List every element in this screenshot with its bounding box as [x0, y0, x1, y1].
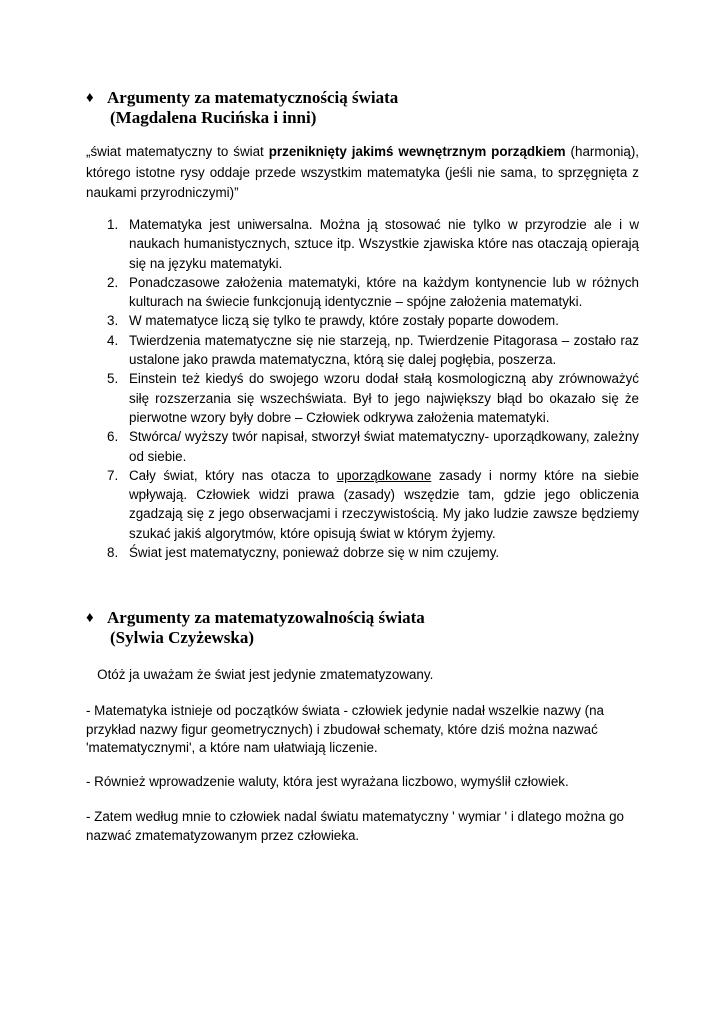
section1-authors: (Magdalena Rucińska i inni) — [110, 108, 317, 127]
section2-heading — [86, 608, 686, 648]
section2-intro: Otóż ja uważam że świat jest jedynie zmatematyzowany. — [86, 667, 434, 682]
list-item: 8. Świat jest matematyczny, ponieważ dobrze się w nim czujemy. — [107, 545, 500, 561]
section2-paragraph-3: - Zatem według mnie to człowiek nadal światu matematyczny ' wymiar ' i dlatego można go nazwać zmatematyzowanym przez człowieka. — [86, 809, 624, 843]
list-item: 4. Twierdzenia matematyczne się nie starzeją, np. Twierdzenie Pitagorasa – zostało raz ustalone jako prawda matematyczna, którą się dalej pogłębia, poszerza. — [107, 332, 639, 368]
list-item: 5. Einstein też kiedyś do swojego wzoru dodał stałą kosmologiczną aby zrównoważyć siłę rozszerzania się wszechświata. Był to jego największy błąd bo okazało się że pierwotne wzory były dobre – Człowiek odkrywa założenia matematyki. — [107, 371, 639, 425]
section1-title: Argumenty za matematycznością świata — [107, 88, 399, 107]
underlined-word: uporządkowane — [336, 467, 432, 483]
section1-heading — [86, 88, 686, 128]
section2-paragraph-2: - Również wprowadzenie waluty, która jest wyrażana liczbowo, wymyślił człowiek. — [86, 774, 569, 789]
arguments-list — [86, 215, 639, 562]
quote-text-start: „świat matematyczny to świat — [86, 144, 269, 159]
section2-authors: (Sylwia Czyżewska) — [110, 628, 255, 647]
section2-title: Argumenty za matematyzowalnością świata — [107, 608, 425, 627]
quote-text-end: (harmonią), którego istotne rysy oddaje przede wszystkim matematyka (jeśli nie sama, to sprzęgnięta z naukami przyrodniczymi)” — [86, 144, 639, 200]
list-item: 6. Stwórca/ wyższy twór napisał, stworzył świat matematyczny- uporządkowany, zależny od siebie. — [107, 429, 639, 464]
list-item: 2. Ponadczasowe założenia matematyki, które na każdym kontynencie lub w różnych kulturach na świecie funkcjonują identycznie – spójne założenia matematyki. — [107, 274, 639, 310]
quote-paragraph — [86, 142, 639, 204]
list-item: 7. Cały świat, który nas otacza to uporządkowane zasady i normy które na siebie wpływają. Człowiek widzi prawa (zasady) wszędzie tam, gdzie jego obliczenia zgadzają się z jego obserwacjami i rzeczywistością. My jako ludzie zawsze będziemy szukać jakiś algorytmów, które opisują świat w którym żyjemy. — [107, 467, 639, 541]
list-item: 1. Matematyka jest uniwersalna. Można ją stosować nie tylko w przyrodzie ale i w naukach humanistycznych, sztuce itp. Wszystkie zjawiska które nas otaczają opierają się na języku matematyki. — [107, 217, 639, 271]
quote-text-bold: przeniknięty jakimś wewnętrznym porządkiem — [268, 144, 566, 159]
list-item: 3. W matematyce liczą się tylko te prawdy, które zostały poparte dowodem. — [107, 313, 559, 329]
diamond-bullet-icon: ♦ — [86, 90, 94, 106]
section2-paragraph-1: - Matematyka istnieje od początków świata - człowiek jedynie nadał wszelkie nazwy (na przykład nazwy figur geometrycznych) i zbudował schematy, które dziś można nazwać 'matematycznymi', a które nam ułatwiają liczenie. — [86, 703, 604, 756]
diamond-bullet-icon: ♦ — [86, 610, 94, 626]
